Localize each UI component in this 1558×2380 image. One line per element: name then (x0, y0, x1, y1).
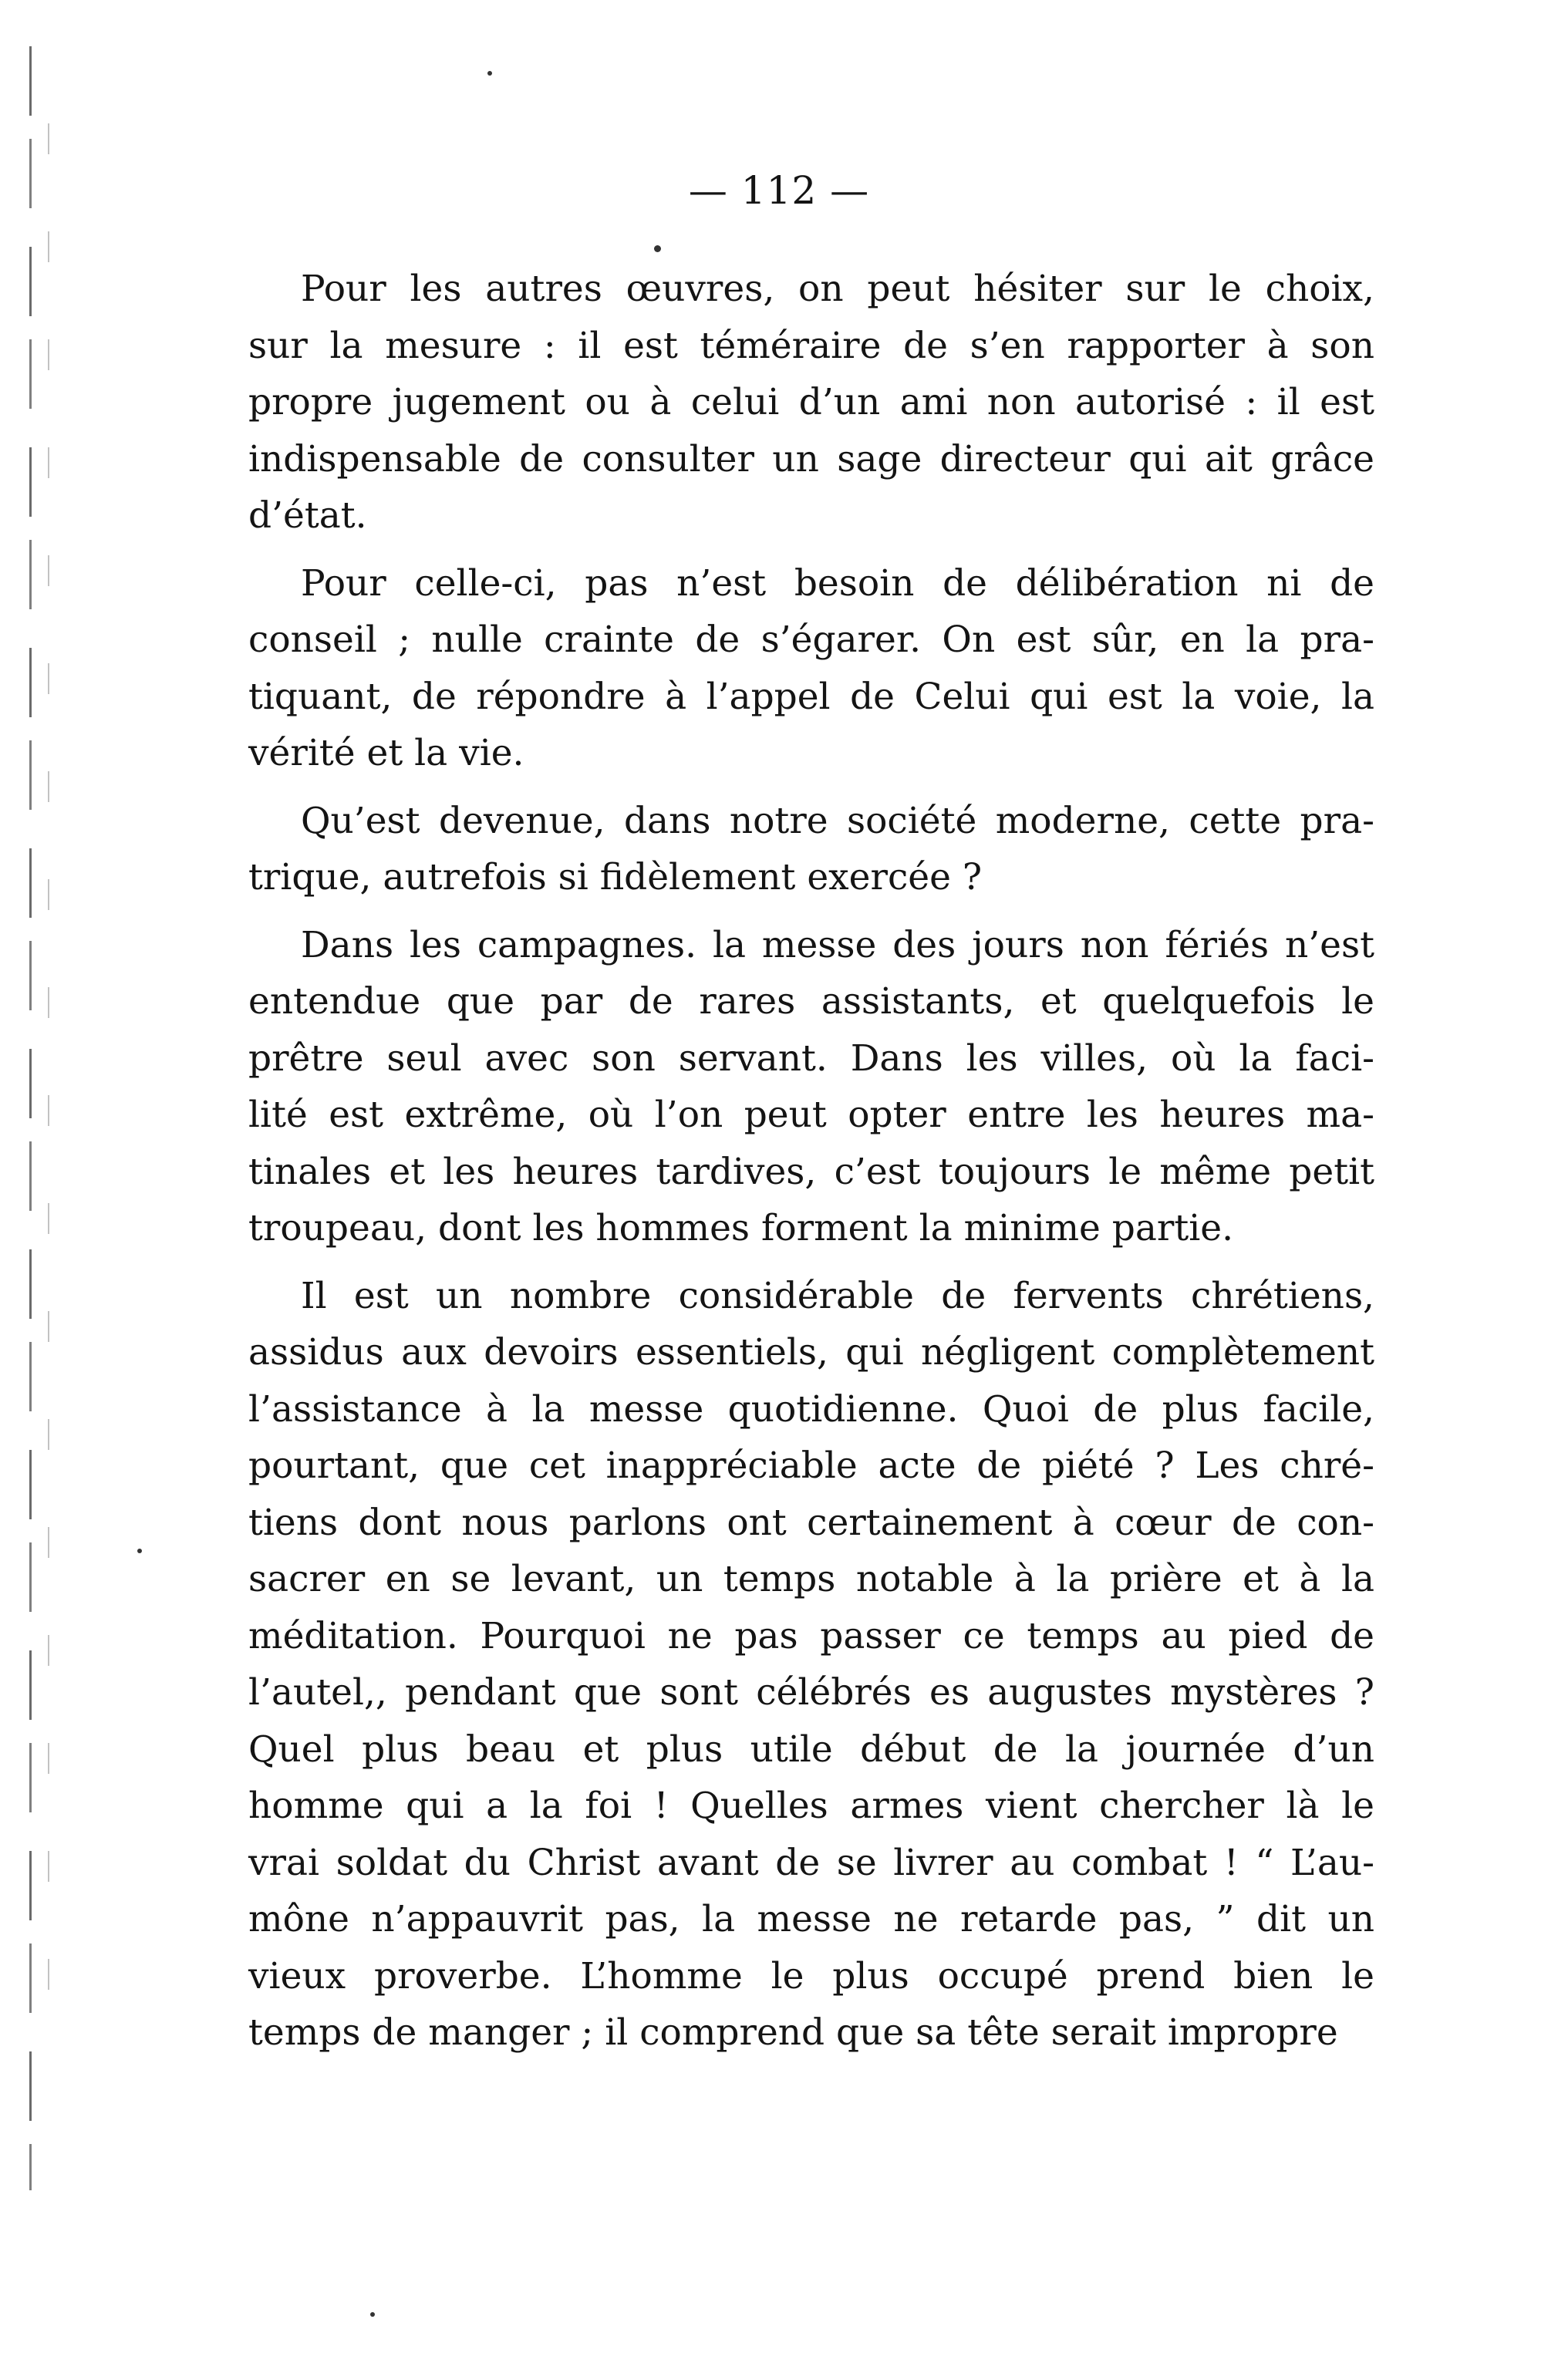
scan-edge-mark (29, 46, 32, 2190)
paragraph-gap (248, 1257, 1374, 1268)
text-line: homme qui a la foi ! Quelles armes vient chercher là le (248, 1785, 1374, 1827)
text-line: sacrer en se levant, un temps notable à la prière et à la (248, 1558, 1374, 1600)
text-line: indispensable de consulter un sage directeur qui ait grâce (248, 437, 1374, 480)
paragraph-gap (248, 544, 1374, 555)
text-line: sur la mesure : il est téméraire de s’en rapporter à son (248, 324, 1374, 367)
text-line: l’assistance à la messe quotidienne. Quoi de plus facile, (248, 1387, 1374, 1431)
text-line: assidus aux devoirs essentiels, qui négligent complètement (248, 1331, 1374, 1374)
text-line: Quel plus beau et plus utile début de la journée d’un (248, 1728, 1374, 1771)
text-line: tiquant, de répondre à l’appel de Celui qui est la voie, la (248, 675, 1374, 718)
text-line: vrai soldat du Christ avant de se livrer au combat ! “ L’au- (248, 1841, 1374, 1884)
scan-speck (654, 245, 661, 252)
text-line: prêtre seul avec son servant. Dans les villes, où la faci- (248, 1037, 1374, 1080)
text-line: Dans les campagnes. la messe des jours non fériés n’est (301, 923, 1374, 966)
text-line: d’état. (248, 494, 367, 537)
text-line: tiens dont nous parlons ont certainement à cœur de con- (248, 1501, 1374, 1544)
text-line: entendue que par de rares assistants, et quelquefois le (248, 980, 1374, 1023)
scan-speck (370, 2312, 375, 2317)
text-line: vieux proverbe. L’homme le plus occupé prend bien le (248, 1954, 1374, 1997)
text-line: troupeau, dont les hommes forment la minime partie. (248, 1207, 1234, 1249)
scan-edge-mark (48, 123, 49, 2051)
page-number: — 112 — (688, 168, 870, 213)
text-line: trique, autrefois si fidèlement exercée ? (248, 856, 983, 898)
body-text (248, 261, 1374, 2061)
text-line: propre jugement ou à celui d’un ami non autorisé : il est (248, 381, 1374, 423)
text-line: tinales et les heures tardives, c’est toujours le même petit (248, 1150, 1374, 1193)
text-line: vérité et la vie. (248, 732, 524, 774)
paragraph-gap (248, 782, 1374, 793)
text-line: méditation. Pourquoi ne pas passer ce temps au pied de (248, 1614, 1374, 1657)
text-line: Qu’est devenue, dans notre société moderne, cette pra- (301, 799, 1374, 842)
text-line: Pour celle-ci, pas n’est besoin de délibération ni de (301, 561, 1374, 605)
text-line: Pour les autres œuvres, on peut hésiter sur le choix, (301, 268, 1374, 310)
text-line: l’autel,, pendant que sont célébrés es augustes mystères ? (248, 1671, 1374, 1714)
text-line: pourtant, que cet inappréciable acte de piété ? Les chré- (248, 1445, 1374, 1487)
text-line: conseil ; nulle crainte de s’égarer. On est sûr, en la pra- (248, 619, 1374, 661)
text-line: Il est un nombre considérable de fervents chrétiens, (301, 1274, 1374, 1317)
text-line: temps de manger ; il comprend que sa tête serait impropre (248, 2011, 1338, 2054)
text-line: mône n’appauvrit pas, la messe ne retarde pas, ” dit un (248, 1898, 1374, 1940)
scan-speck (487, 71, 492, 76)
paragraph-gap (248, 906, 1374, 917)
text-line: lité est extrême, où l’on peut opter entre les heures ma- (248, 1094, 1374, 1136)
scan-speck (137, 1549, 142, 1553)
